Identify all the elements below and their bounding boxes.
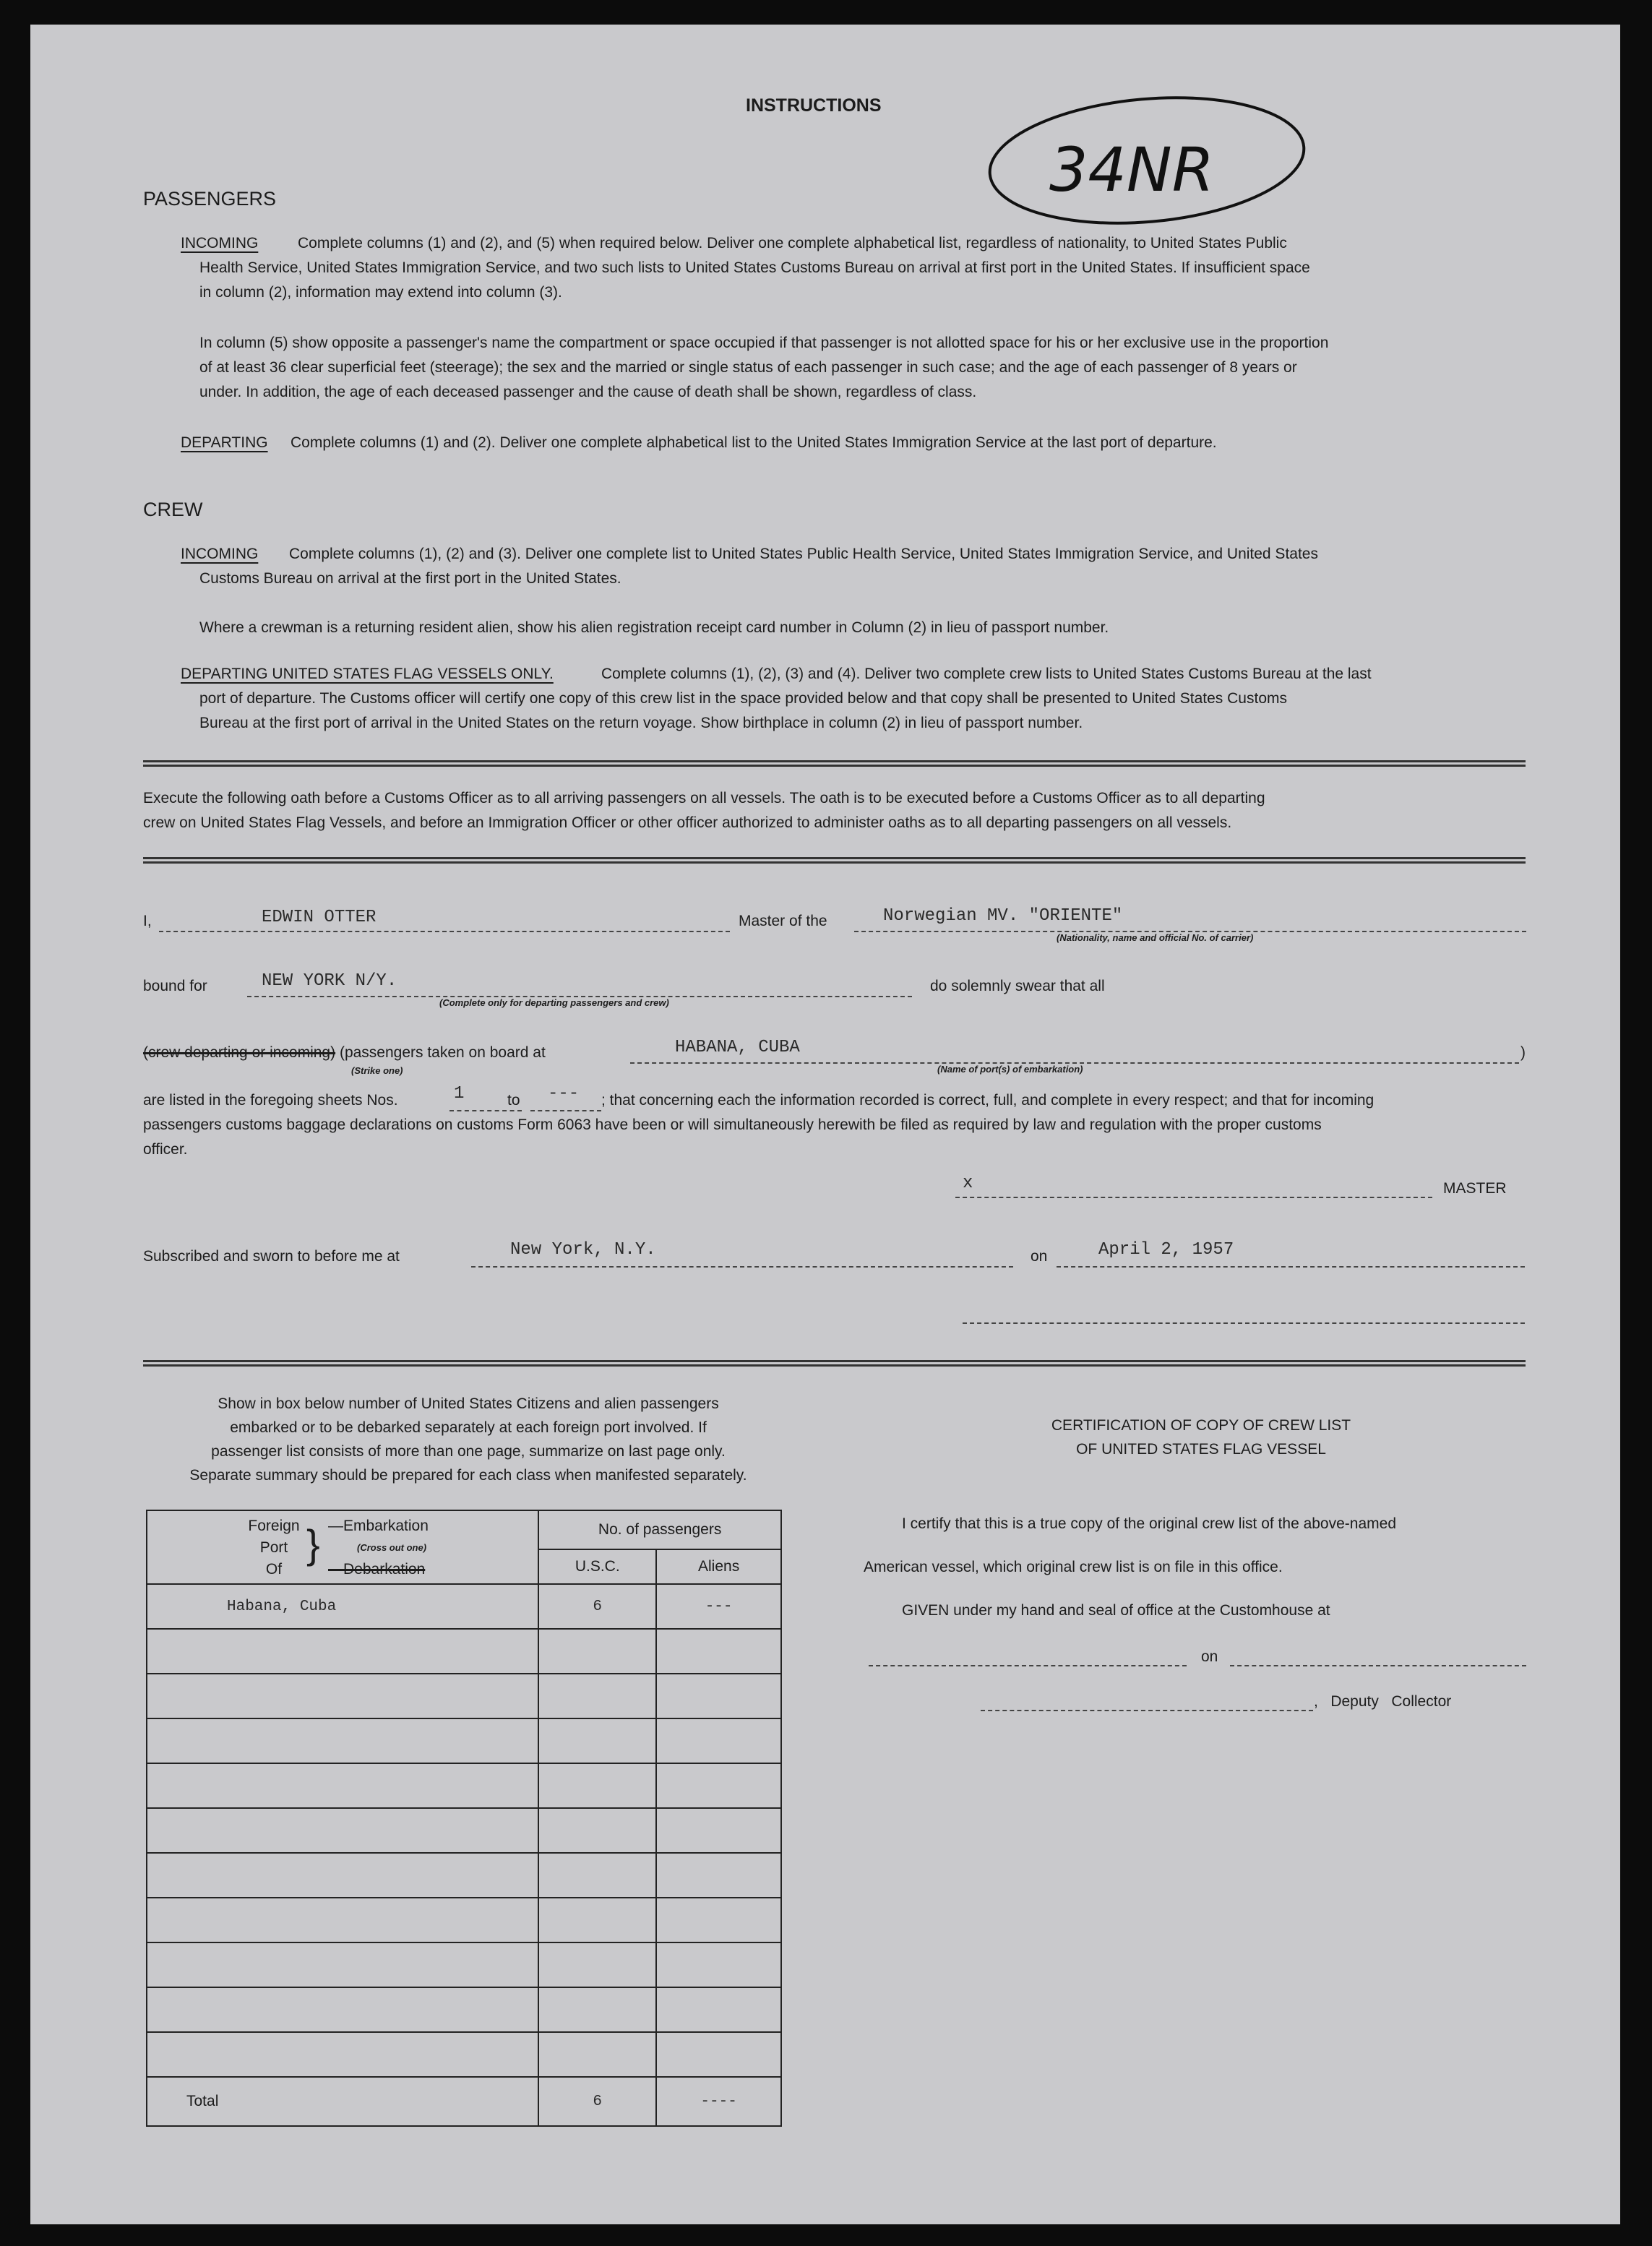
svg-text:34NR: 34NR [1049, 134, 1215, 205]
table-row [147, 1718, 781, 1763]
deputy-collector-label: , Deputy Collector [1314, 1693, 1452, 1710]
total-row [147, 2077, 781, 2126]
handwritten-stamp-oval [970, 88, 1346, 254]
sheet-from-value[interactable]: 1 [454, 1084, 465, 1103]
subscribed-label: Subscribed and sworn to before me at [143, 1248, 400, 1265]
empty-aliens-cell[interactable] [656, 1853, 781, 1898]
empty-aliens-cell[interactable] [656, 1987, 781, 2032]
deputy-signature-line [981, 1710, 1313, 1711]
sheets-text-line3: officer. [143, 1141, 188, 1158]
summary-intro-line3: passenger list consists of more than one page, summarize on last page only. [211, 1443, 726, 1460]
oath-i-label: I, [143, 913, 152, 929]
certification-text-line3: GIVEN under my hand and seal of office at the Customhouse at [902, 1602, 1330, 1619]
empty-aliens-cell[interactable] [656, 1718, 781, 1763]
incoming-text-line2: Health Service, United States Immigration Service, and two such lists to United States Customs Bureau on arrival at first port in the United States. If insufficient space [199, 259, 1310, 276]
crew-heading: CREW [143, 499, 203, 520]
crew-departing-text-line1: Complete columns (1), (2), (3) and (4). Deliver two complete crew lists to United States Customs Bureau at the last [601, 666, 1372, 682]
bound-for-note: (Complete only for departing passengers and crew) [439, 997, 669, 1008]
empty-port-cell[interactable] [147, 1987, 538, 2032]
empty-usc-cell[interactable] [538, 1853, 656, 1898]
bound-for-value[interactable]: NEW YORK N/Y. [262, 971, 397, 991]
vessel-note: (Nationality, name and official No. of carrier) [1057, 932, 1254, 943]
column5-text-line2: of at least 36 clear superficial feet (steerage); the sex and the married or single status of each passenger in such case; and the age of each passenger of 8 years or [199, 359, 1297, 376]
incoming-label: INCOMING [181, 235, 259, 251]
foreign-label: Foreign [248, 1518, 300, 1534]
certification-title [883, 1414, 1519, 1461]
crew-incoming-text-line2: Customs Bureau on arrival at the first port in the United States. [199, 570, 621, 587]
usc-header: U.S.C. [538, 1549, 656, 1584]
empty-usc-cell[interactable] [538, 1718, 656, 1763]
table-row [147, 1853, 781, 1898]
empty-port-cell[interactable] [147, 1763, 538, 1808]
certification-text-line2: American vessel, which original crew list is on file in this office. [864, 1559, 1283, 1575]
empty-port-cell[interactable] [147, 1942, 538, 1987]
row-aliens-cell[interactable]: --- [656, 1584, 781, 1629]
empty-port-cell[interactable] [147, 2032, 538, 2077]
bound-for-label: bound for [143, 978, 207, 994]
instructions-title: INSTRUCTIONS [746, 95, 882, 116]
crew-incoming-label: INCOMING [181, 546, 259, 562]
subscribed-place-value[interactable]: New York, N.Y. [510, 1240, 656, 1260]
sheet-to-line [530, 1110, 601, 1111]
column5-text-line3: under. In addition, the age of each deceased passenger and the cause of death shall be shown, regardless of class. [199, 384, 977, 400]
empty-usc-cell[interactable] [538, 1629, 656, 1674]
embark-options [328, 1515, 429, 1580]
close-paren: ) [1520, 1044, 1526, 1061]
officer-signature-line [963, 1322, 1525, 1324]
subscribed-on-label: on [1031, 1248, 1048, 1265]
empty-usc-cell[interactable] [538, 1942, 656, 1987]
crew-departing-text-line2: port of departure. The Customs officer will certify one copy of this crew list in the space provided below and that copy shall be presented to United States Customs [199, 690, 1287, 707]
passengers-heading: PASSENGERS [143, 188, 277, 210]
summary-intro-line1: Show in box below number of United States Citizens and alien passengers [218, 1395, 719, 1412]
column5-text-line1: In column (5) show opposite a passenger's name the compartment or space occupied if that passenger is not allotted space for his or her exclusive use in the proportion [199, 335, 1329, 351]
empty-port-cell[interactable] [147, 1808, 538, 1853]
master-name-line [159, 931, 730, 932]
swear-text: do solemnly swear that all [930, 978, 1105, 994]
empty-usc-cell[interactable] [538, 1674, 656, 1718]
empty-aliens-cell[interactable] [656, 1898, 781, 1942]
empty-port-cell[interactable] [147, 1629, 538, 1674]
empty-aliens-cell[interactable] [656, 1942, 781, 1987]
certification-title-line1: CERTIFICATION OF COPY OF CREW LIST [1051, 1417, 1351, 1434]
empty-usc-cell[interactable] [538, 1898, 656, 1942]
table-row [147, 1942, 781, 1987]
embarkation-port-value[interactable]: HABANA, CUBA [675, 1038, 800, 1057]
total-usc-cell[interactable]: 6 [538, 2077, 656, 2126]
empty-usc-cell[interactable] [538, 1763, 656, 1808]
empty-aliens-cell[interactable] [656, 1808, 781, 1853]
subscribed-date-value[interactable]: April 2, 1957 [1098, 1240, 1234, 1260]
master-signature-line [955, 1197, 1432, 1198]
row-usc-cell[interactable]: 6 [538, 1584, 656, 1629]
empty-usc-cell[interactable] [538, 1808, 656, 1853]
row-port-cell[interactable]: Habana, Cuba [147, 1584, 538, 1629]
table-row [147, 1898, 781, 1942]
brace-icon: } [306, 1521, 320, 1567]
no-of-passengers-header: No. of passengers [538, 1510, 781, 1549]
empty-usc-cell[interactable] [538, 2032, 656, 2077]
table-row [147, 1584, 781, 1629]
aliens-header: Aliens [656, 1549, 781, 1584]
empty-aliens-cell[interactable] [656, 1763, 781, 1808]
empty-aliens-cell[interactable] [656, 1674, 781, 1718]
cross-out-note: (Cross out one) [357, 1542, 427, 1553]
sheets-text-line1: ; that concerning each the information recorded is correct, full, and complete in every respect; and that for incoming [601, 1092, 1374, 1109]
certification-on-label: on [1201, 1648, 1218, 1665]
summary-intro [143, 1392, 793, 1487]
empty-port-cell[interactable] [147, 1898, 538, 1942]
empty-usc-cell[interactable] [538, 1987, 656, 2032]
port-label: Port [259, 1539, 288, 1556]
sheets-label: are listed in the foregoing sheets Nos. [143, 1092, 398, 1109]
crew-strike-line [143, 1041, 546, 1065]
master-name-value[interactable]: EDWIN OTTER [262, 908, 377, 927]
table-row [147, 1987, 781, 2032]
table-row [147, 2032, 781, 2077]
port-header-cell [147, 1510, 538, 1584]
subscribed-place-line [471, 1266, 1013, 1268]
table-row [147, 1674, 781, 1718]
crew-incoming-text-line1: Complete columns (1), (2) and (3). Deliver one complete list to United States Public Health Service, United States Immigration Service, and United States [289, 546, 1318, 562]
certification-text-line1: I certify that this is a true copy of the original crew list of the above-named [902, 1515, 1396, 1532]
sheets-to-label: to [507, 1092, 520, 1109]
summary-intro-line2: embarked or to be debarked separately at each foreign port involved. If [230, 1419, 707, 1436]
oath-intro-line1: Execute the following oath before a Customs Officer as to all arriving passengers on all vessels. The oath is to be executed before a Customs Officer as to all departing [143, 790, 1265, 806]
certification-title-line2: OF UNITED STATES FLAG VESSEL [1076, 1441, 1326, 1458]
table-header-row [147, 1510, 781, 1549]
departing-label: DEPARTING [181, 434, 268, 451]
embarkation-label: —Embarkation [328, 1518, 429, 1534]
debarkation-label: —Debarkation [328, 1561, 426, 1578]
total-aliens-cell[interactable]: ---- [656, 2077, 781, 2126]
divider-rule [143, 760, 1526, 767]
empty-port-cell[interactable] [147, 1674, 538, 1718]
master-label: MASTER [1443, 1180, 1507, 1197]
incoming-text-line3: in column (2), information may extend into column (3). [199, 284, 562, 301]
summary-intro-line4: Separate summary should be prepared for each class when manifested separately. [189, 1467, 747, 1484]
passenger-summary-table [146, 1510, 782, 2127]
document-page [30, 25, 1620, 2224]
divider-rule [143, 1360, 1526, 1367]
incoming-text-line1: Complete columns (1) and (2), and (5) when required below. Deliver one complete alphabetical list, regardless of nationality, to United States Public [298, 235, 1287, 251]
port-note: (Name of port(s) of embarkation) [937, 1064, 1083, 1075]
empty-port-cell[interactable] [147, 1718, 538, 1763]
crew-struck-text: (crew departing or incoming) [143, 1044, 336, 1061]
subscribed-date-line [1057, 1266, 1525, 1268]
table-row [147, 1629, 781, 1674]
vessel-value[interactable]: Norwegian MV. "ORIENTE" [883, 906, 1123, 926]
empty-aliens-cell[interactable] [656, 1629, 781, 1674]
departing-text: Complete columns (1) and (2). Deliver one complete alphabetical list to the United States Immigration Service at the last port of departure. [291, 434, 1217, 451]
oath-intro-line2: crew on United States Flag Vessels, and before an Immigration Officer or other officer authorized to administer oaths as to all departing passengers on all vessels. [143, 814, 1232, 831]
crew-departing-text-line3: Bureau at the first port of arrival in the United States on the return voyage. Show birthplace in column (2) in lieu of passport number. [199, 715, 1083, 731]
crew-returning-text: Where a crewman is a returning resident alien, show his alien registration receipt card number in Column (2) in lieu of passport number. [199, 619, 1109, 636]
table-row [147, 1808, 781, 1853]
of-label: Of [265, 1561, 283, 1578]
certification-date-line [1230, 1665, 1526, 1666]
total-label: Total [147, 2077, 538, 2126]
customhouse-line [869, 1665, 1187, 1666]
port-header-label [241, 1515, 306, 1580]
passengers-taken-text: (passengers taken on board at [339, 1044, 546, 1061]
sheet-to-value[interactable]: --- [548, 1084, 580, 1103]
signature-mark[interactable]: x [963, 1174, 973, 1193]
empty-port-cell[interactable] [147, 1853, 538, 1898]
crew-departing-label: DEPARTING UNITED STATES FLAG VESSELS ONLY. [181, 666, 554, 682]
sheets-text-line2: passengers customs baggage declarations on customs Form 6063 have been or will simultaneously herewith be filed as required by law and regulation with the proper customs [143, 1116, 1322, 1133]
strike-note: (Strike one) [351, 1065, 403, 1076]
empty-aliens-cell[interactable] [656, 2032, 781, 2077]
divider-rule [143, 857, 1526, 864]
master-of-label: Master of the [739, 913, 827, 929]
table-row [147, 1763, 781, 1808]
